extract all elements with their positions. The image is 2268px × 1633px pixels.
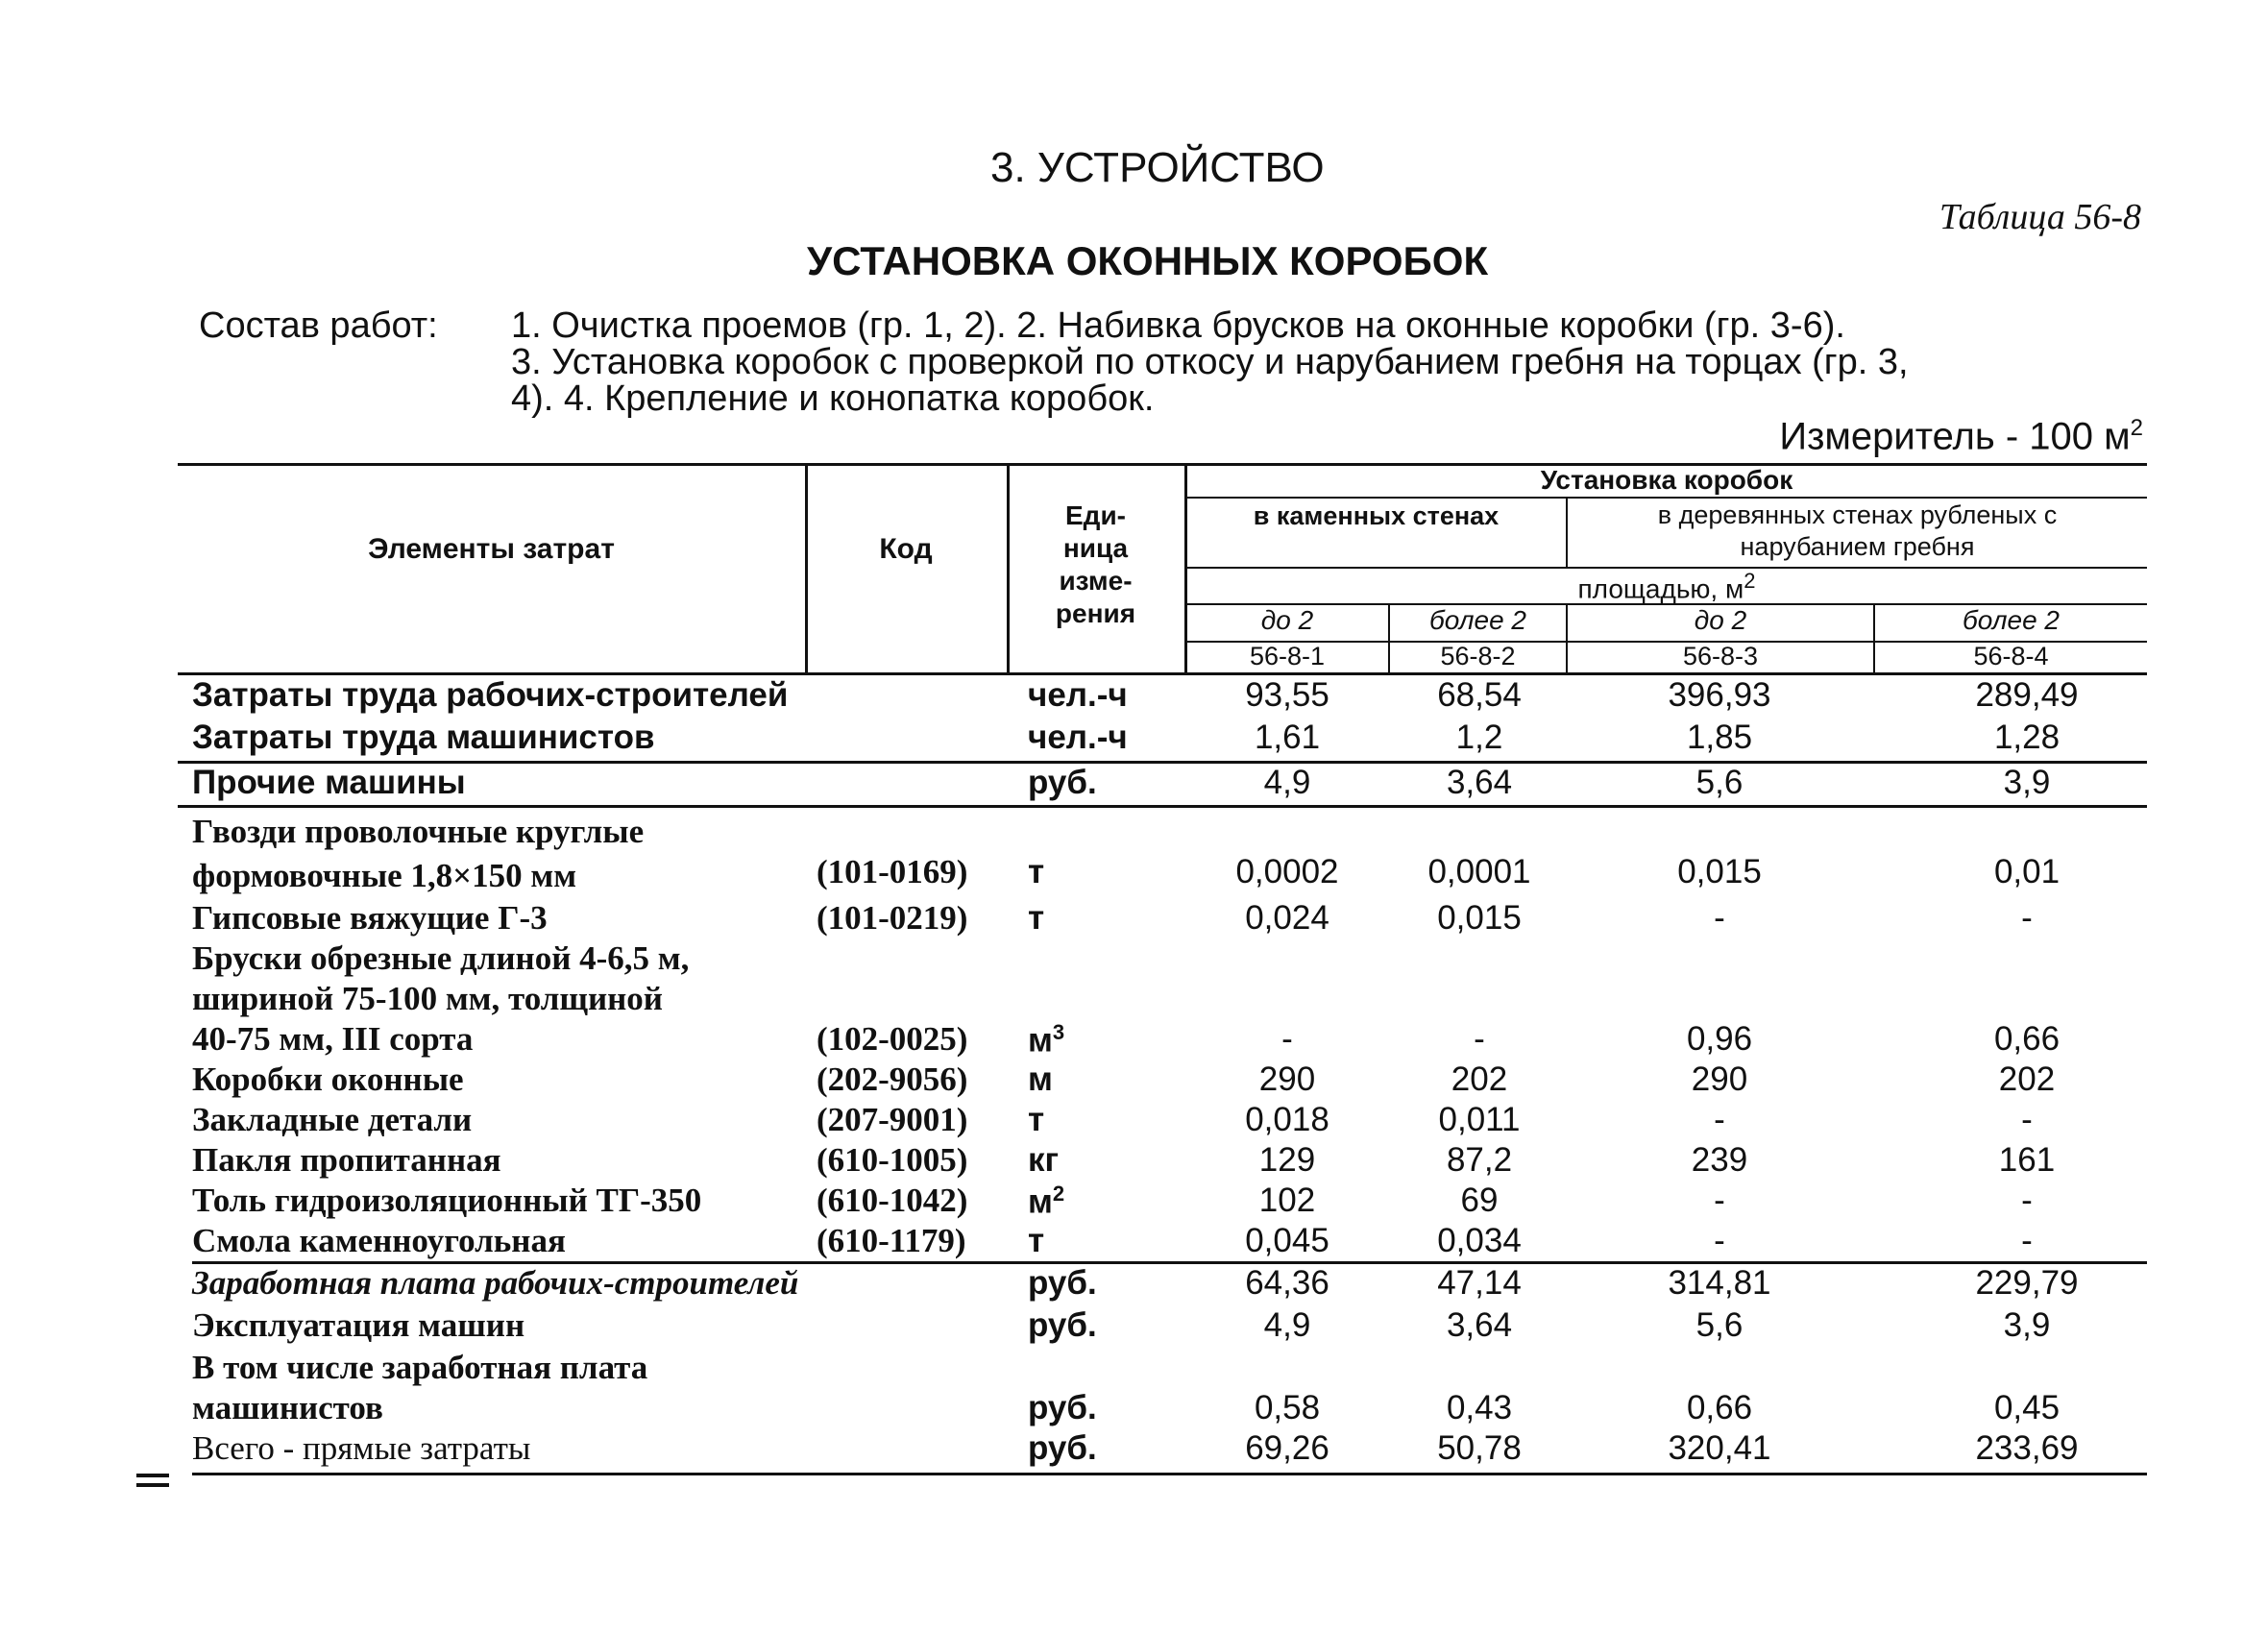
row-labor-workers-unit: чел.-ч: [1028, 676, 1128, 714]
row-bars-code: (102-0025): [817, 1020, 968, 1058]
row-bars-v3: 0,96: [1686, 1020, 1753, 1058]
row-wages-workers-v3: 314,81: [1668, 1264, 1771, 1302]
row-wages-workers-v1: 64,36: [1245, 1264, 1329, 1302]
row-wages-workers-name: Заработная плата рабочих-строителей: [192, 1264, 799, 1302]
row-gypsum-unit: т: [1028, 899, 1045, 937]
work-composition-label: Состав работ:: [199, 305, 438, 346]
rule-after-labor: [178, 761, 2147, 764]
row-total-direct-costs-v4: 233,69: [1975, 1429, 2079, 1467]
row-machine-operation-name: Эксплуатация машин: [192, 1306, 525, 1344]
row-wages-workers-unit: руб.: [1028, 1264, 1097, 1302]
row-bars-name-3: 40-75 мм, III сорта: [192, 1020, 474, 1058]
row-coal-tar-v1: 0,045: [1245, 1222, 1329, 1259]
header-area: площадью, $м^2$: [1577, 569, 1756, 604]
row-window-frames-code: (202-9056): [817, 1060, 968, 1098]
work-composition-line-1: 1. Очистка проемов (гр. 1, 2). 2. Набивка брусков на оконные коробки (гр. 3-6).: [511, 305, 1845, 346]
row-coal-tar-code: (610-1179): [817, 1222, 966, 1259]
measure-unit: Измеритель - 100 $м^2$: [1779, 415, 2143, 458]
header-stone: в каменных стенах: [1253, 501, 1500, 530]
row-oakum-v4: 161: [1998, 1141, 2056, 1179]
row-coal-tar-name: Смола каменноугольная: [192, 1222, 566, 1259]
header-code-3: 56-8-3: [1682, 642, 1759, 670]
row-oakum-v3: 239: [1691, 1141, 1748, 1179]
header-elements: Элементы затрат: [368, 533, 615, 565]
row-window-frames-v2: 202: [1451, 1060, 1508, 1098]
row-oakum-v1: 129: [1258, 1141, 1316, 1179]
row-embedded-parts-v3: -: [1714, 1101, 1725, 1138]
row-nails-v2: 0,0001: [1427, 853, 1531, 890]
page-number-mark: [134, 1460, 173, 1499]
row-labor-operators-v4: 1,28: [1993, 719, 2061, 756]
page-title: УСТАНОВКА ОКОННЫХ КОРОБОК: [807, 238, 1489, 283]
row-wages-operators-v4: 0,45: [1993, 1389, 2061, 1426]
row-wages-operators-v1: 0,58: [1254, 1389, 1321, 1426]
row-other-machines-v1: 4,9: [1263, 764, 1311, 801]
row-gypsum-name: Гипсовые вяжущие Г-3: [192, 899, 548, 937]
header-code-4: 56-8-4: [1973, 642, 2049, 670]
row-nails-v3: 0,015: [1677, 853, 1762, 890]
row-roofing-felt-code: (610-1042): [817, 1182, 968, 1219]
row-oakum-unit: кг: [1028, 1141, 1060, 1179]
header-bottom-rule: [178, 672, 2147, 675]
row-other-machines-unit: руб.: [1028, 764, 1097, 801]
row-labor-operators-v3: 1,85: [1686, 719, 1753, 756]
row-machine-operation-v3: 5,6: [1695, 1306, 1744, 1344]
header-unit: Еди- ница изме- рения: [1055, 500, 1136, 628]
rule-after-machines: [178, 805, 2147, 808]
row-total-direct-costs-v1: 69,26: [1245, 1429, 1329, 1467]
row-coal-tar-unit: т: [1028, 1222, 1045, 1259]
row-bars-v1: -: [1281, 1020, 1293, 1058]
row-labor-workers-v1: 93,55: [1245, 676, 1329, 714]
row-gypsum-code: (101-0219): [817, 899, 968, 937]
row-labor-operators-unit: чел.-ч: [1028, 719, 1128, 756]
header-sub-2: более 2: [1429, 605, 1526, 635]
row-embedded-parts-v2: 0,011: [1438, 1101, 1521, 1138]
row-other-machines-name: Прочие машины: [192, 764, 466, 801]
table-bottom-rule: [192, 1473, 2147, 1475]
header-rule-1: [1186, 497, 2147, 499]
row-total-direct-costs-v2: 50,78: [1437, 1429, 1522, 1467]
row-nails-code: (101-0169): [817, 853, 968, 890]
row-other-machines-v3: 5,6: [1695, 764, 1744, 801]
header-sub-3: до 2: [1694, 605, 1747, 635]
row-labor-workers-name: Затраты труда рабочих-строителей: [192, 676, 789, 714]
row-roofing-felt-v4: -: [2021, 1182, 2033, 1219]
row-embedded-parts-code: (207-9001): [817, 1101, 968, 1138]
row-embedded-parts-unit: т: [1028, 1101, 1045, 1138]
row-wages-operators-v2: 0,43: [1446, 1389, 1513, 1426]
work-composition-line-2: 3. Установка коробок с проверкой по откосу и нарубанием гребня на торцах (гр. 3,: [511, 342, 1909, 382]
section-title: 3. УСТРОЙСТВО: [990, 144, 1325, 191]
row-roofing-felt-v2: 69: [1460, 1182, 1499, 1219]
row-window-frames-v4: 202: [1998, 1060, 2056, 1098]
row-window-frames-unit: м: [1028, 1060, 1053, 1098]
header-code: Код: [879, 533, 933, 565]
row-machine-operation-unit: руб.: [1028, 1306, 1097, 1344]
row-labor-workers-v2: 68,54: [1437, 676, 1522, 714]
row-bars-name-2: шириной 75-100 мм, толщиной: [192, 980, 663, 1017]
row-embedded-parts-v4: -: [2021, 1101, 2033, 1138]
row-embedded-parts-v1: 0,018: [1245, 1101, 1329, 1138]
row-wages-workers-v2: 47,14: [1437, 1264, 1522, 1302]
row-nails-name-2: формовочные 1,8×150 мм: [192, 857, 577, 894]
row-total-direct-costs-name: Всего - прямые затраты: [192, 1429, 531, 1467]
row-coal-tar-v2: 0,034: [1437, 1222, 1522, 1259]
row-gypsum-v3: -: [1714, 899, 1725, 937]
row-window-frames-v1: 290: [1258, 1060, 1316, 1098]
row-bars-v4: 0,66: [1993, 1020, 2061, 1058]
row-oakum-v2: 87,2: [1446, 1141, 1513, 1179]
row-machine-operation-v1: 4,9: [1263, 1306, 1311, 1344]
work-composition-line-3: 4). 4. Крепление и конопатка коробок.: [511, 378, 1155, 419]
row-machine-operation-v4: 3,9: [2003, 1306, 2051, 1344]
row-labor-workers-v3: 396,93: [1668, 676, 1771, 714]
row-roofing-felt-v1: 102: [1258, 1182, 1316, 1219]
row-wages-operators-unit: руб.: [1028, 1389, 1097, 1426]
table-number: Таблица 56-8: [1939, 197, 2141, 237]
row-gypsum-v2: 0,015: [1437, 899, 1522, 937]
row-bars-v2: -: [1474, 1020, 1485, 1058]
row-labor-workers-v4: 289,49: [1975, 676, 2079, 714]
row-bars-name-1: Бруски обрезные длиной 4-6,5 м,: [192, 939, 690, 977]
row-wages-operators-name-1: В том числе заработная плата: [192, 1349, 648, 1386]
row-window-frames-name: Коробки оконные: [192, 1060, 464, 1098]
row-window-frames-v3: 290: [1691, 1060, 1748, 1098]
row-coal-tar-v3: -: [1714, 1222, 1725, 1259]
header-sub-1: до 2: [1260, 605, 1314, 635]
header-wood: в деревянных стенах рубленых с нарубанием гребня: [1657, 500, 2058, 561]
row-wages-workers-v4: 229,79: [1975, 1264, 2079, 1302]
row-gypsum-v1: 0,024: [1245, 899, 1329, 937]
row-roofing-felt-name: Толь гидроизоляционный ТГ-350: [192, 1182, 702, 1219]
row-other-machines-v4: 3,9: [2003, 764, 2051, 801]
row-coal-tar-v4: -: [2021, 1222, 2033, 1259]
row-nails-v1: 0,0002: [1235, 853, 1339, 890]
row-bars-unit: $м^3$: [1028, 1020, 1065, 1060]
header-sub-4: более 2: [1963, 605, 2060, 635]
row-wages-operators-v3: 0,66: [1686, 1389, 1753, 1426]
row-total-direct-costs-unit: руб.: [1028, 1429, 1097, 1467]
row-oakum-name: Пакля пропитанная: [192, 1141, 501, 1179]
row-oakum-code: (610-1005): [817, 1141, 968, 1179]
row-wages-operators-name-2: машинистов: [192, 1389, 383, 1426]
row-nails-name-1: Гвозди проволочные круглые: [192, 813, 645, 850]
row-labor-operators-v1: 1,61: [1254, 719, 1321, 756]
header-divider-code: [805, 463, 808, 672]
row-labor-operators-name: Затраты труда машинистов: [192, 719, 655, 756]
row-gypsum-v4: -: [2021, 899, 2033, 937]
row-nails-unit: т: [1028, 853, 1045, 890]
row-roofing-felt-unit: $м^2$: [1028, 1182, 1065, 1221]
row-total-direct-costs-v3: 320,41: [1668, 1429, 1771, 1467]
row-embedded-parts-name: Закладные детали: [192, 1101, 473, 1138]
row-machine-operation-v2: 3,64: [1446, 1306, 1513, 1344]
header-code-2: 56-8-2: [1440, 642, 1516, 670]
header-code-1: 56-8-1: [1249, 642, 1326, 670]
row-labor-operators-v2: 1,2: [1455, 719, 1503, 756]
row-other-machines-v2: 3,64: [1446, 764, 1513, 801]
row-nails-v4: 0,01: [1993, 853, 2061, 890]
header-group: Установка коробок: [1540, 465, 1793, 495]
row-roofing-felt-v3: -: [1714, 1182, 1725, 1219]
